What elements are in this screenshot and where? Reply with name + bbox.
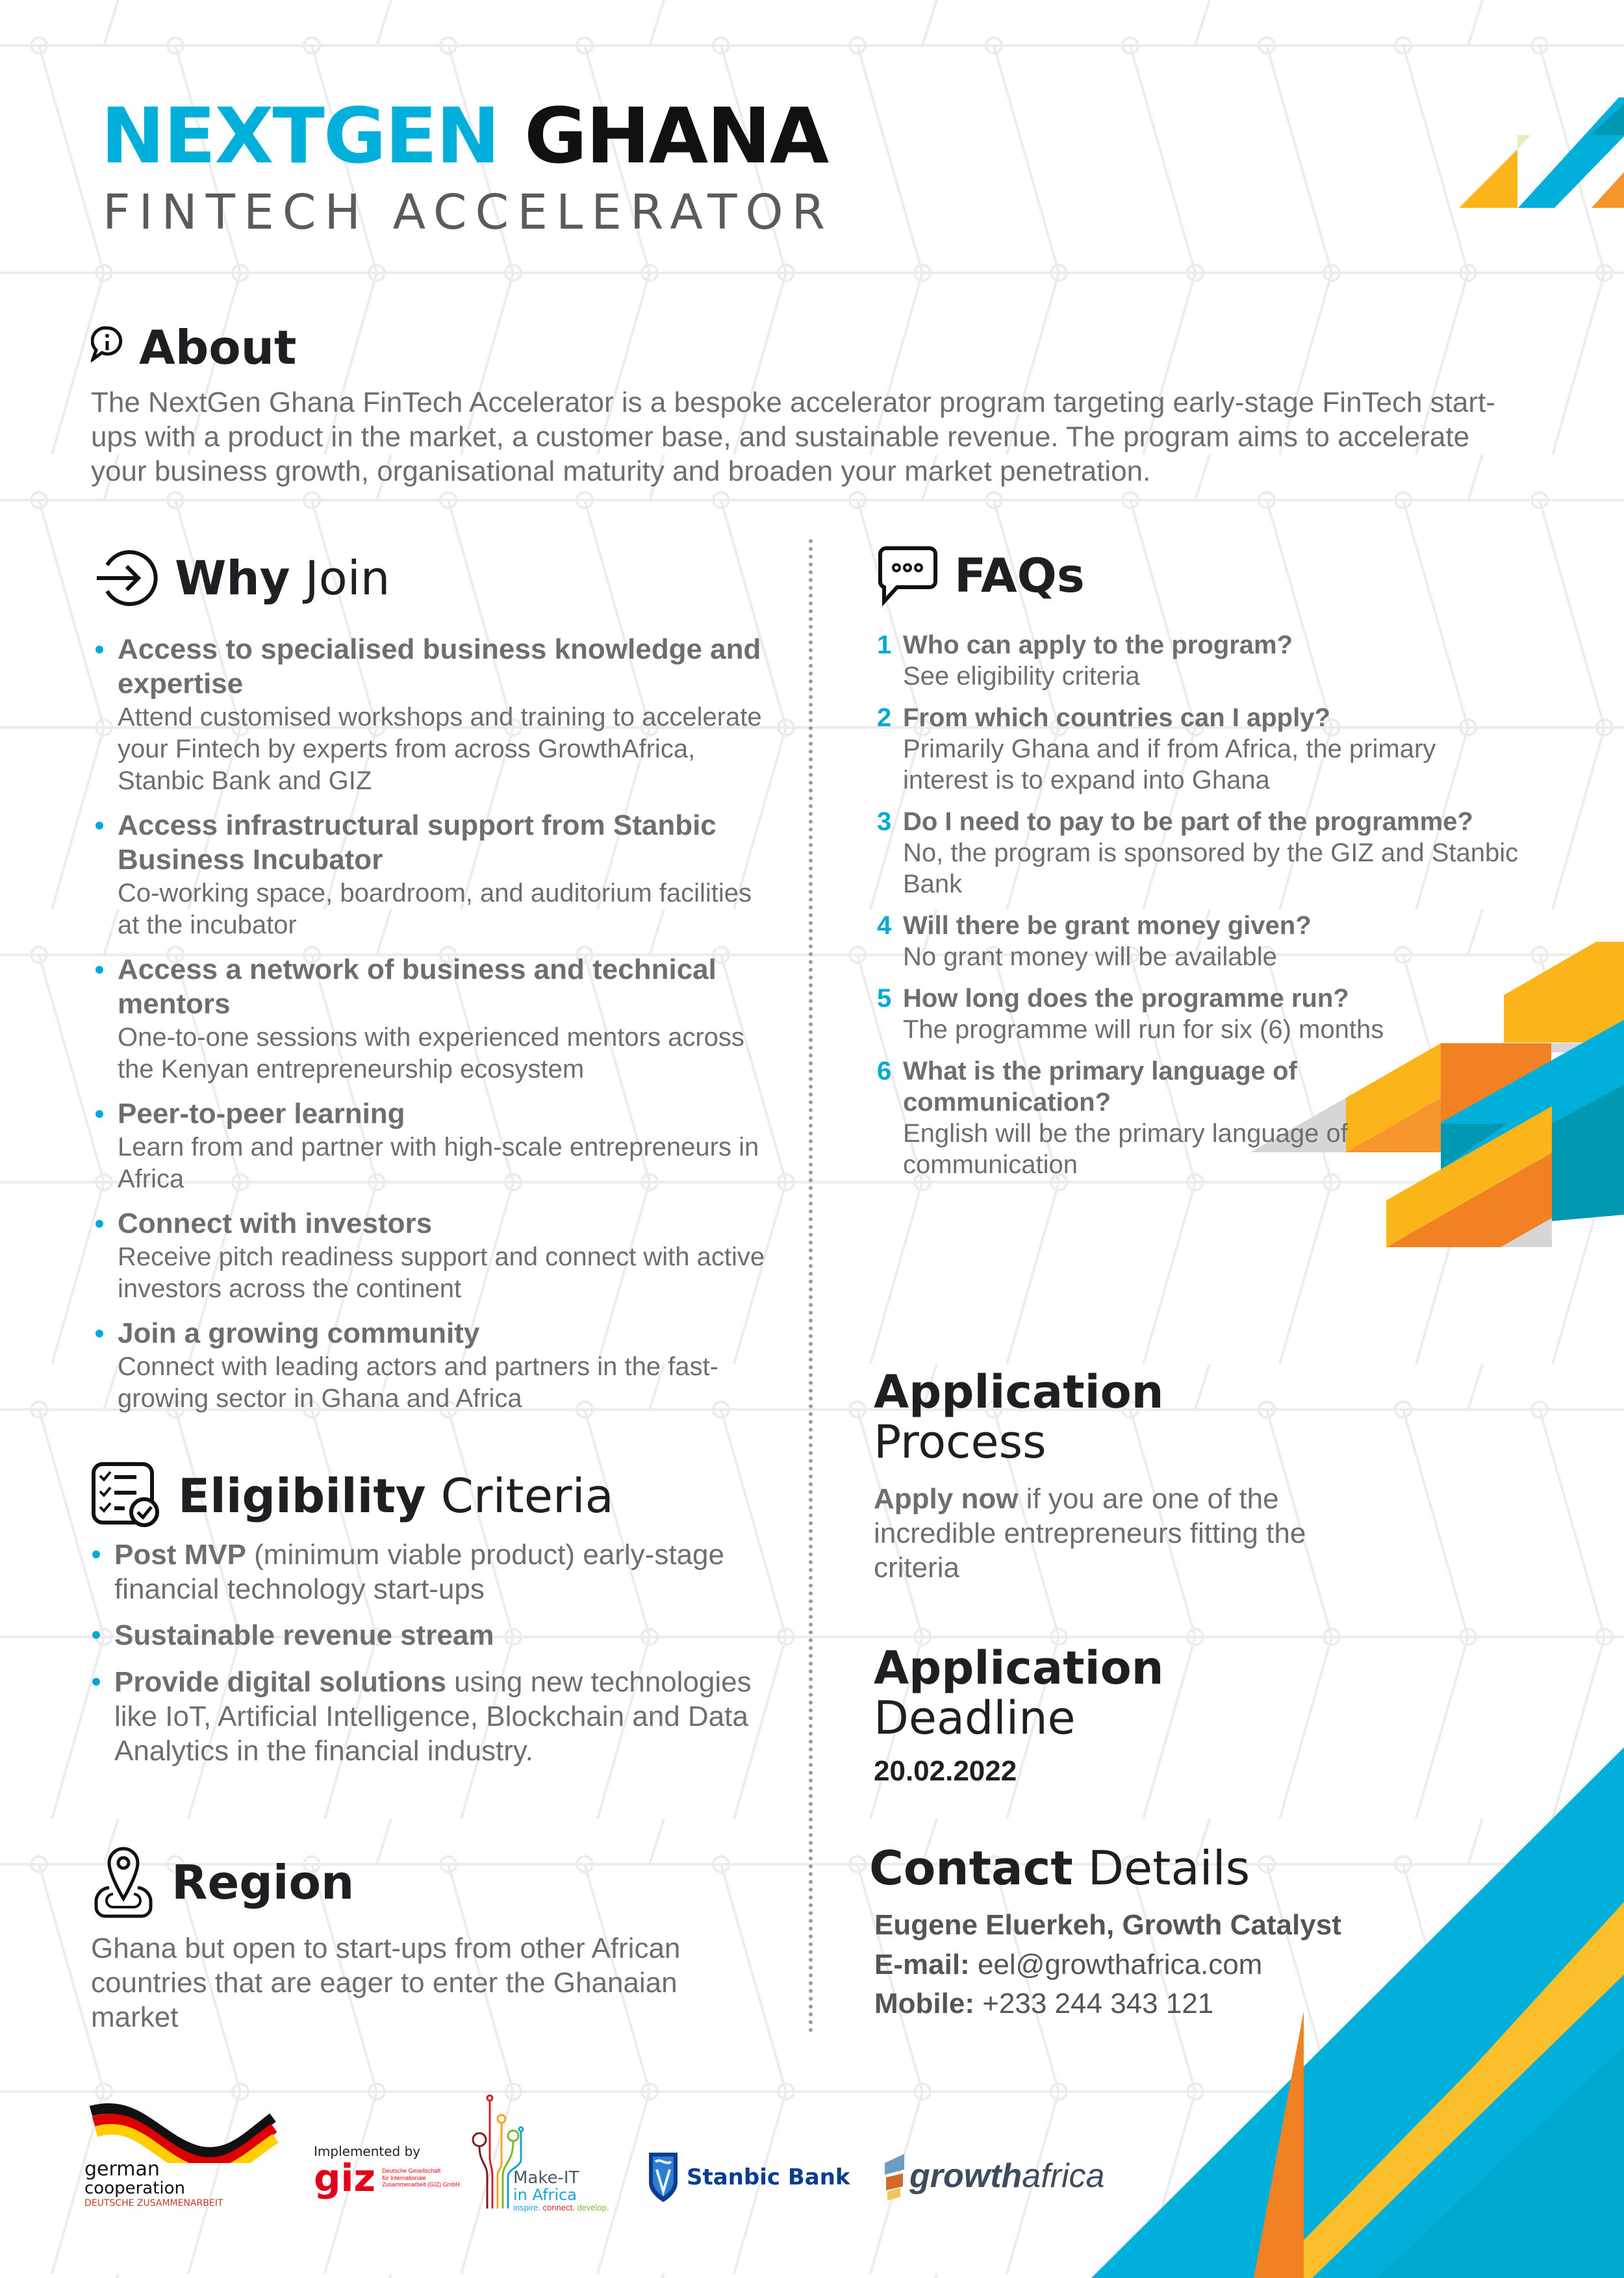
- brand-title: [101, 91, 828, 181]
- why-join-title-light: Join: [305, 551, 390, 605]
- why-join-section: [94, 546, 776, 1427]
- application-process-section: [874, 1367, 1341, 1586]
- contact-section: [869, 1841, 1454, 2024]
- german-cooperation-logo: german cooperation DEUTSCHE ZUSAMMENARBEIT: [84, 2098, 279, 2208]
- faq-item: 6 What is the primary language of communication? English will be the primary language of communication: [877, 1057, 1348, 1179]
- application-process-heading: Application Process: [874, 1365, 1164, 1469]
- about-body: The NextGen Ghana FinTech Accelerator is a bespoke accelerator program targeting early-stage FinTech start-ups with a product in the market, a customer base, and sustainable revenue. The program aims to accelerate your business growth, organisational maturity and broaden your market penetration.: [91, 386, 1495, 488]
- faqs-section: [877, 544, 1527, 1191]
- enter-arrow-circle-icon: [94, 546, 159, 611]
- faq-item: 3 Do I need to pay to be part of the programme? No, the program is sponsored by the GIZ and Stanbic Bank: [877, 807, 1519, 898]
- map-pin-icon: [91, 1845, 156, 1919]
- faq-item: 2 From which countries can I apply? Primarily Ghana and if from Africa, the primary interest is to expand into Ghana: [877, 703, 1436, 794]
- contact-heading: Contact Details: [869, 1841, 1250, 1895]
- faq-item: 1 Who can apply to the program? See eligibility criteria: [877, 631, 1293, 690]
- contact-email-row: E-mail: eel@growthafrica.com: [874, 1948, 1263, 1981]
- chat-bubble-dots-icon: [877, 544, 939, 606]
- region-title: Region: [171, 1854, 355, 1910]
- faqs-heading: [877, 544, 1527, 606]
- faq-item: 5 How long does the programme run? The programme will run for six (6) months: [877, 984, 1384, 1044]
- faq-item: 4 Will there be grant money given? No grant money will be available: [877, 911, 1312, 971]
- faqs-title: FAQs: [954, 548, 1085, 603]
- eligibility-list: [91, 1538, 773, 1768]
- info-speech-bubble-icon: [91, 322, 123, 373]
- checklist-icon: [91, 1462, 162, 1530]
- make-it-in-africa-logo: Make-IT in Africa inspire. connect. develop.: [468, 2079, 637, 2215]
- growthafrica-bars-icon: [883, 2151, 906, 2201]
- growthafrica-logo: growthafrica: [883, 2151, 1104, 2201]
- eligibility-heading: [91, 1462, 773, 1530]
- region-body: Ghana but open to start-ups from other African countries that are eager to enter the Ghanaian market: [91, 1932, 681, 2034]
- application-deadline-section: [874, 1643, 1341, 1788]
- contact-mobile-row: Mobile: +233 244 343 121: [874, 1988, 1214, 2020]
- why-join-list: [94, 633, 776, 1415]
- eligibility-item: Post MVP (minimum viable product) early-stage financial technology start-ups: [91, 1538, 773, 1606]
- eligibility-item: Provide digital solutions using new technologies like IoT, Artificial Intelligence, Blockchain and Data Analytics in the financial industry.: [91, 1665, 773, 1769]
- region-heading: [91, 1845, 773, 1919]
- region-section: [91, 1845, 773, 2035]
- deadline-date: 20.02.2022: [874, 1755, 1017, 1787]
- about-heading: [91, 322, 1520, 373]
- brand-nextgen: NEXTGEN: [101, 91, 500, 181]
- eligibility-section: [91, 1462, 773, 1780]
- why-join-title-strong: Why: [175, 551, 290, 605]
- faq-list: [877, 629, 1527, 1180]
- german-flag-ribbon-icon: [84, 2098, 279, 2163]
- application-process-text: Apply now if you are one of the incredible entrepreneurs fitting the criteria: [874, 1483, 1306, 1584]
- application-deadline-heading: Application Deadline: [874, 1641, 1164, 1745]
- top-right-decoration: [1429, 97, 1624, 227]
- why-join-item: Access infrastructural support from Stanbic Business Incubator Co-working space, boardroom, and auditorium facilities at the incubator: [94, 809, 776, 941]
- eligibility-title-light: Criteria: [440, 1468, 614, 1523]
- stanbic-shield-icon: [646, 2150, 680, 2205]
- stanbic-bank-logo: Stanbic Bank: [646, 2150, 850, 2205]
- why-join-item: Join a growing community Connect with leading actors and partners in the fast-growing sector in Ghana and Africa: [94, 1317, 776, 1415]
- why-join-heading: [94, 546, 776, 611]
- why-join-item: Connect with investors Receive pitch readiness support and connect with active investors across the continent: [94, 1207, 776, 1305]
- about-title: About: [139, 320, 297, 375]
- brand-subtitle: FINTECH ACCELERATOR: [103, 184, 834, 240]
- contact-name: Eugene Eluerkeh, Growth Catalyst: [874, 1909, 1341, 1941]
- why-join-item: Peer-to-peer learning Learn from and partner with high-scale entrepreneurs in Africa: [94, 1097, 776, 1195]
- contact-mobile-link[interactable]: +233 244 343 121: [982, 1988, 1214, 2020]
- contact-email-link[interactable]: eel@growthafrica.com: [977, 1948, 1263, 1981]
- eligibility-title-strong: Eligibility: [178, 1468, 426, 1523]
- apply-now-link[interactable]: Apply now: [874, 1483, 1019, 1515]
- why-join-item: Access to specialised business knowledge and expertise Attend customised workshops and training to accelerate your Fintech by experts from across GrowthAfrica, Stanbic Bank and GIZ: [94, 633, 776, 797]
- why-join-item: Access a network of business and technical mentors One-to-one sessions with experienced mentors across the Kenyan entrepreneurship ecosystem: [94, 953, 776, 1085]
- column-divider: [809, 539, 813, 2033]
- giz-logo: Implemented by giz Deutsche Gesellschaft für Internationale Zusammenarbeit (GIZ) GmbH: [314, 2144, 460, 2200]
- brand-ghana: GHANA: [524, 91, 828, 181]
- about-section: [91, 322, 1520, 489]
- eligibility-item: Sustainable revenue stream: [91, 1618, 773, 1652]
